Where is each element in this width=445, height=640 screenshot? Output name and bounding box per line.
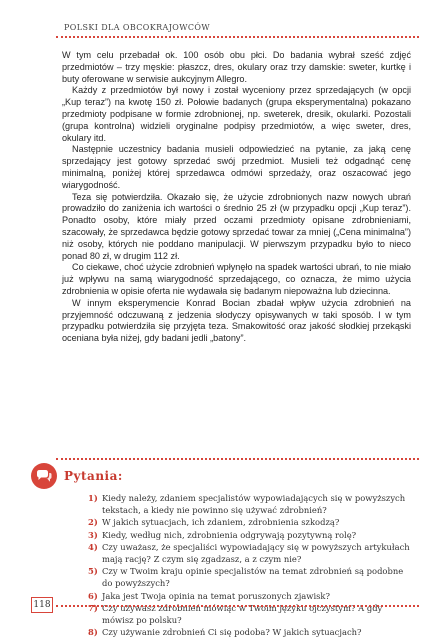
question-text: Czy używanie zdrobnień Ci się podoba? W jakich sytuacjach? xyxy=(102,627,362,638)
paragraph: W tym celu przebadał ok. 100 osób obu płci. Do badania wybrał sześć zdjęć przedmiotów – trzy męskie: płaszcz, dres, okulary oraz trzy damskie: sweter, kurtkę i buty oferowane w serwisie aukcyjnym Allegro. xyxy=(62,50,411,84)
list-item xyxy=(88,529,413,541)
paragraph: Każdy z przedmiotów był nowy i został wyceniony przez sprzedających (w opcji „Kup teraz”) na kwotę 150 zł. Połowie badanych (grupa eksperymentalna) pokazano przedmioty podpisane w formie zdrobnionej, np. sweterek, dresik, okularki. Pozostali (grupa kontrolna) widzieli oryginalne podpisy przedmiotów, a więc sweter, dres, okulary itd. xyxy=(62,85,411,143)
question-number: 8) xyxy=(88,627,98,638)
question-text: Czy używasz zdrobnień mówiąc w Twoim języku ojczystym? A gdy mówisz po polsku? xyxy=(102,602,383,626)
question-number: 1) xyxy=(88,493,98,503)
paragraph: Co ciekawe, choć użycie zdrobnień wpłynęło na spadek wartości ubrań, to nie miało już wpływu na samą wiarygodność sprzedającego, co oznacza, że mimo użycia zdrobnienia w opisie oferta nie wydawała się badanym niepoważna lub dziecinna. xyxy=(62,262,411,296)
question-text: Czy w Twoim kraju opinie specjalistów na temat zdrobnień są podobne do powyższych? xyxy=(102,566,404,589)
question-number: 6) xyxy=(88,590,98,601)
question-text: W jakich sytuacjach, ich zdaniem, zdrobnienia szkodzą? xyxy=(102,517,340,528)
question-number: 3) xyxy=(88,529,98,540)
paragraph: Następnie uczestnicy badania musieli odpowiedzieć na pytanie, za jaką cenę sprzedający jest gotowy sprzedać swój przedmiot. Musieli też odgadnąć cenę minimalną, poniżej której sprzedawca odmówi sprzedaży, oraz oszacować jego wiarygodność. xyxy=(62,144,411,190)
speech-bubbles-icon xyxy=(30,462,58,490)
list-item xyxy=(88,565,413,589)
list-item xyxy=(88,516,413,528)
paragraph: Teza się potwierdziła. Okazało się, że użycie zdrobnionych nazw nowych ubrań prowadziło do zaniżenia ich wartości o średnio 25 zł (w przypadku opcji „Kup teraz”). Ponadto osoby, które miały przed oczami przedmioty opisane zdrobnieniami, szacowały, że sprzedawca będzie gotowy sprzedać towar za mniej („Cena minimalna”) niż osoby, których nie poddano manipulacji. W pierwszym przypadku było to nieco ponad 80 zł, w drugim 112 zł. xyxy=(62,191,411,261)
list-item xyxy=(88,590,413,602)
question-number: 5) xyxy=(88,566,98,577)
question-text: Kiedy należy, zdaniem specjalistów wypowiadających się w powyższych tekstach, a kiedy nie powinno się używać zdrobnień? xyxy=(102,493,406,516)
running-header: POLSKI DLA OBCOKRAJOWCÓW xyxy=(64,23,210,32)
header-dotted-rule xyxy=(56,36,419,38)
footer-dotted-rule xyxy=(56,605,419,607)
questions-dotted-rule xyxy=(56,458,419,460)
list-item xyxy=(88,541,413,565)
paragraph: W innym eksperymencie Konrad Bocian zbadał wpływ użycia zdrobnień na przyjemność odczuwaną z jedzenia słodyczy opisywanych w taki sposób. I w tym przypadku potwierdziła się przyjęta teza. Smakowitość oraz jakość słodkiej przekąski oceniana była niżej, gdy badani jedli „batony”. xyxy=(62,297,411,344)
question-number: 4) xyxy=(88,541,98,552)
list-item xyxy=(88,626,413,638)
question-text: Kiedy, według nich, zdrobnienia odgrywają pozytywną rolę? xyxy=(102,529,357,540)
question-text: Czy uważasz, że specjaliści wypowiadający się w powyższych artykułach mają rację? Z czym się zgadzasz, a z czym nie? xyxy=(102,541,410,565)
question-number: 7) xyxy=(88,602,98,613)
article-body xyxy=(62,50,411,345)
question-number: 2) xyxy=(88,517,98,528)
questions-heading: Pytania: xyxy=(64,469,123,483)
list-item xyxy=(88,492,413,516)
questions-list xyxy=(88,492,413,638)
page-number: 118 xyxy=(31,597,53,613)
question-text: Jaka jest Twoja opinia na temat poruszonych zjawisk? xyxy=(102,590,330,601)
